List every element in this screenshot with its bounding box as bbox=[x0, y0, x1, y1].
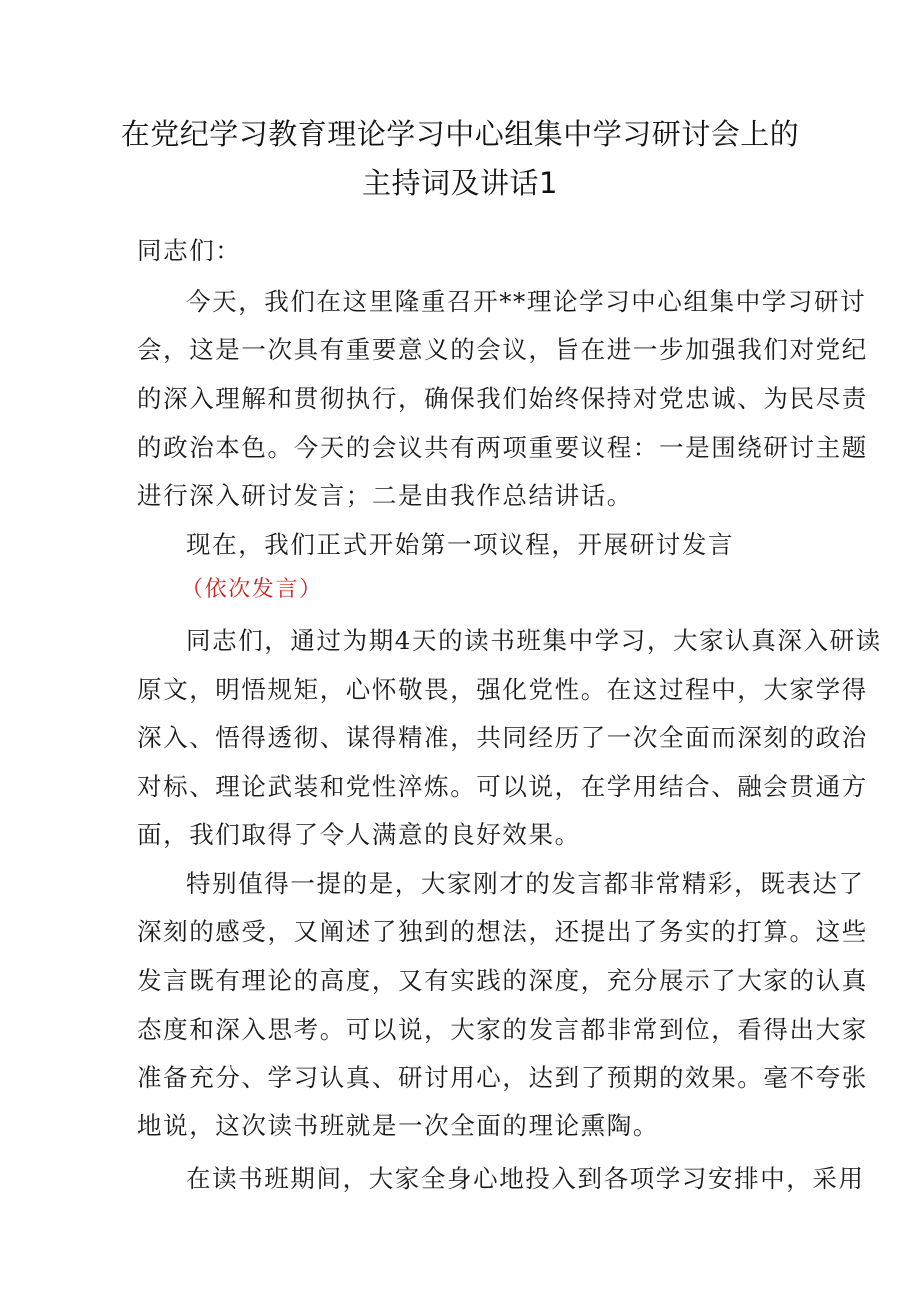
salutation: 同志们： bbox=[137, 236, 242, 265]
paragraph-5-line-4: 态度和深入思考。可以说，大家的发言都非常到位，看得出大家 bbox=[137, 1015, 868, 1044]
paragraph-5-line-6: 地说，这次读书班就是一次全面的理论熏陶。 bbox=[137, 1111, 659, 1140]
paragraph-1-line-2: 会，这是一次具有重要意义的会议，旨在进一步加强我们对党纪 bbox=[137, 335, 868, 364]
document-title-line-2: 主持词及讲话1 bbox=[362, 166, 558, 200]
paragraph-4-line-5: 面，我们取得了令人满意的良好效果。 bbox=[137, 820, 581, 849]
paragraph-4-line-3: 深入、悟得透彻、谋得精准，共同经历了一次全面而深刻的政治 bbox=[137, 723, 868, 752]
paragraph-2-line-1: 现在，我们正式开始第一项议程，开展研讨发言 bbox=[186, 530, 735, 559]
paragraph-1-line-4: 的政治本色。今天的会议共有两项重要议程：一是围绕研讨主题 bbox=[137, 433, 868, 462]
paragraph-5-line-5: 准备充分、学习认真、研讨用心，达到了预期的效果。毫不夸张 bbox=[137, 1063, 868, 1092]
paragraph-6-line-1: 在读书班期间，大家全身心地投入到各项学习安排中，采用 bbox=[186, 1164, 865, 1193]
document-title-line-1: 在党纪学习教育理论学习中心组集中学习研讨会上的 bbox=[120, 117, 800, 151]
paragraph-4-line-1: 同志们，通过为期4天的读书班集中学习，大家认真深入研读 bbox=[186, 626, 882, 655]
paragraph-5-line-1: 特别值得一提的是，大家刚才的发言都非常精彩，既表达了 bbox=[186, 869, 865, 898]
paragraph-1-line-1: 今天，我们在这里隆重召开**理论学习中心组集中学习研讨 bbox=[186, 287, 867, 316]
paragraph-5-line-3: 发言既有理论的高度，又有实践的深度，充分展示了大家的认真 bbox=[137, 966, 868, 995]
speaking-note: （依次发言） bbox=[181, 577, 323, 602]
paragraph-1-line-5: 进行深入研讨发言；二是由我作总结讲话。 bbox=[137, 481, 633, 510]
paragraph-4-line-2: 原文，明悟规矩，心怀敬畏，强化党性。在这过程中，大家学得 bbox=[137, 675, 868, 704]
paragraph-1-line-3: 的深入理解和贯彻执行，确保我们始终保持对党忠诚、为民尽责 bbox=[137, 384, 868, 413]
paragraph-5-line-2: 深刻的感受，又阐述了独到的想法，还提出了务实的打算。这些 bbox=[137, 917, 868, 946]
paragraph-4-line-4: 对标、理论武装和党性淬炼。可以说，在学用结合、融会贯通方 bbox=[137, 772, 868, 801]
